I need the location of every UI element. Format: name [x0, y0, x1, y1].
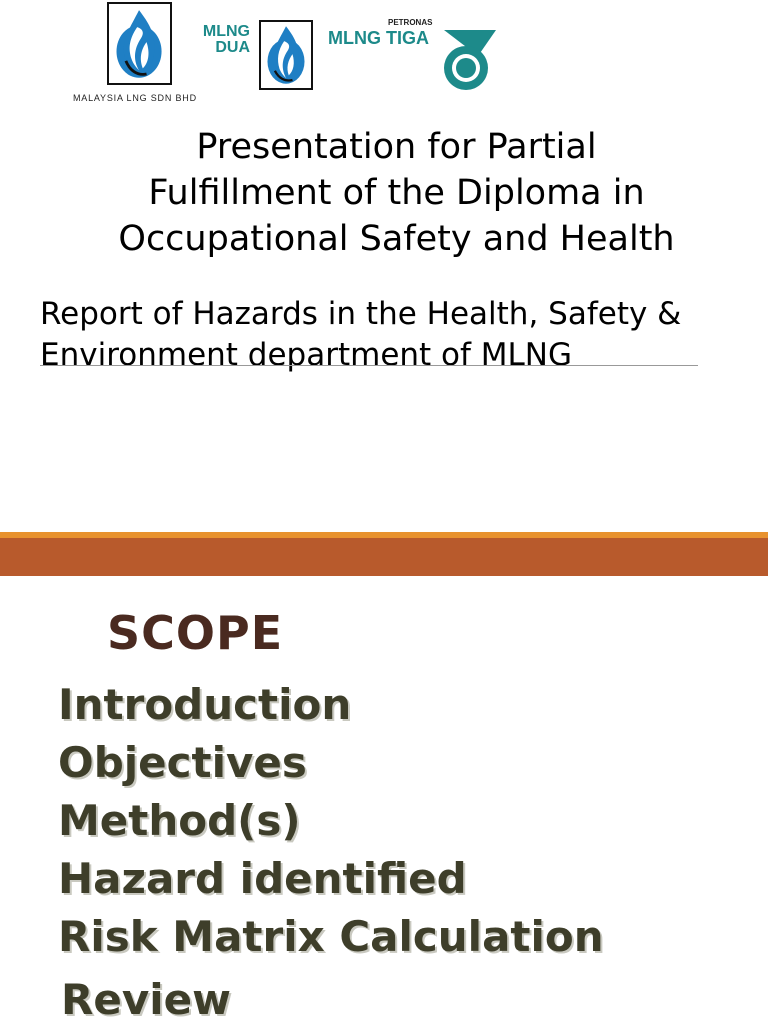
- title-line-3: Occupational Safety and Health: [118, 219, 675, 259]
- scope-item-objectives: Objectives: [58, 738, 307, 787]
- brand-dua-line1: MLNG: [202, 23, 250, 40]
- title-line-1: Presentation for Partial: [196, 127, 597, 167]
- scope-list: [58, 676, 604, 1029]
- scope-item-introduction: Introduction: [58, 680, 352, 729]
- subtitle-underline: [40, 365, 698, 366]
- mlng-tiga-wordmark: MLNG TIGA: [328, 28, 429, 48]
- subtitle-line-2: Environment department of MLNG: [40, 337, 573, 373]
- flame-icon: [109, 4, 170, 83]
- scope-item-hazard-identified: Hazard identified: [58, 854, 467, 903]
- title-line-2: Fulfillment of the Diploma in: [148, 173, 645, 213]
- report-subtitle: [40, 294, 760, 376]
- logo-header: [0, 0, 768, 110]
- brand-dua-line2: DUA: [215, 39, 250, 56]
- scope-item-risk-matrix: Risk Matrix Calculation: [58, 912, 604, 961]
- petronas-wordmark: PETRONAS: [388, 18, 433, 27]
- company-caption: MALAYSIA LNG SDN BHD: [73, 93, 197, 103]
- petronas-logo-icon: [438, 22, 502, 92]
- flame-icon: [261, 22, 311, 88]
- mlng-flame-logo: [107, 2, 172, 85]
- section-divider-band: [0, 538, 768, 576]
- subtitle-line-1: Report of Hazards in the Health, Safety &: [40, 296, 682, 332]
- scope-heading: SCOPE: [107, 606, 284, 660]
- mlng-dua-flame-logo: [259, 20, 313, 90]
- scope-item-methods: Method(s): [58, 796, 301, 845]
- presentation-title: [40, 124, 753, 262]
- scope-item-review: Review: [61, 975, 231, 1024]
- mlng-dua-wordmark: [188, 24, 250, 56]
